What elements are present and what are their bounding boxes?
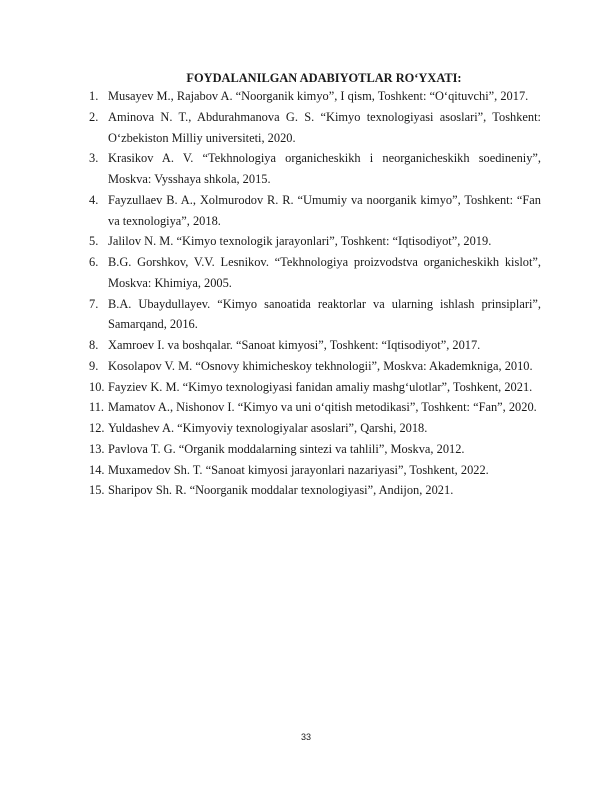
- item-number: 5.: [89, 234, 99, 249]
- item-number: 1.: [89, 89, 99, 103]
- item-number: 8.: [89, 338, 99, 352]
- item-number: 14.: [89, 462, 105, 477]
- reference-text: Fayziev K. M. “Kimyo texnologiyasi fanidan amaliy mashg‘ulotlar”, Toshkent, 2021.: [108, 379, 533, 394]
- reference-text: B.G. Gorshkov, V.V. Lesnikov. “Tekhnologiya proizvodstva organicheskikh kislot”, Moskva: Khimiya, 2005.: [108, 255, 541, 290]
- list-item: [89, 377, 541, 398]
- item-number: 10.: [89, 379, 105, 394]
- list-item: [89, 190, 541, 232]
- item-number: 12.: [89, 421, 105, 435]
- reference-text: Krasikov A. V. “Tekhnologiya organicheskikh i neorganicheskikh soedineniy”, Moskva: Vysshaya shkola, 2015.: [108, 151, 541, 186]
- item-number: 4.: [89, 192, 99, 207]
- reference-text: Fayzullaev B. A., Xolmurodov R. R. “Umumiy va noorganik kimyo”, Toshkent: “Fan va texnologiya”, 2018.: [108, 192, 541, 228]
- list-item: [89, 356, 541, 377]
- reference-text: Yuldashev A. “Kimyoviy texnologiyalar asoslari”, Qarshi, 2018.: [108, 421, 428, 435]
- list-item: [89, 86, 541, 107]
- item-number: 7.: [89, 296, 99, 311]
- list-item: [89, 397, 541, 418]
- list-item: [89, 460, 541, 481]
- item-number: 15.: [89, 483, 105, 498]
- list-item: [89, 231, 541, 252]
- reference-text: B.A. Ubaydullayev. “Kimyo sanoatida reaktorlar va ularning ishlash prinsiplari”, Samarqand, 2016.: [108, 296, 541, 332]
- reference-text: Pavlova T. G. “Organik moddalarning sintezi va tahlili”, Moskva, 2012.: [108, 441, 465, 456]
- reference-text: Aminova N. T., Abdurahmanova G. S. “Kimyo texnologiyasi asoslari”, Toshkent: O‘zbekiston Milliy universiteti, 2020.: [108, 109, 541, 145]
- item-number: 11.: [89, 400, 105, 415]
- list-item: [89, 148, 541, 190]
- list-item: [89, 294, 541, 336]
- list-item: [89, 107, 541, 149]
- reference-text: Mamatov A., Nishonov I. “Kimyo va uni o‘qitish metodikasi”, Toshkent: “Fan”, 2020.: [108, 400, 537, 415]
- item-number: 6.: [89, 255, 99, 269]
- list-item: [89, 439, 541, 460]
- page-number: 33: [300, 732, 311, 742]
- reference-text: Musayev M., Rajabov A. “Noorganik kimyo”, I qism, Toshkent: “O‘qituvchi”, 2017.: [108, 89, 529, 103]
- list-item: [89, 480, 541, 501]
- item-number: 13.: [89, 441, 105, 456]
- page-title: FOYDALANILGAN ADABIYOTLAR RO‘YXATI:: [186, 71, 462, 85]
- reference-text: Kosolapov V. M. “Osnovy khimicheskoy tekhnologii”, Moskva: Akademkniga, 2010.: [108, 358, 533, 373]
- list-item: [89, 418, 541, 439]
- list-item: [89, 252, 541, 294]
- item-number: 9.: [89, 358, 99, 373]
- reference-text: Muxamedov Sh. T. “Sanoat kimyosi jarayonlari nazariyasi”, Toshkent, 2022.: [108, 462, 489, 477]
- item-number: 2.: [89, 109, 99, 124]
- item-number: 3.: [89, 151, 99, 166]
- reference-text: Xamroev I. va boshqalar. “Sanoat kimyosi”, Toshkent: “Iqtisodiyot”, 2017.: [108, 338, 481, 352]
- list-item: [89, 335, 541, 356]
- reference-list: [89, 86, 541, 501]
- reference-text: Sharipov Sh. R. “Noorganik moddalar texnologiyasi”, Andijon, 2021.: [108, 483, 454, 498]
- reference-text: Jalilov N. M. “Kimyo texnologik jarayonlari”, Toshkent: “Iqtisodiyot”, 2019.: [108, 234, 492, 249]
